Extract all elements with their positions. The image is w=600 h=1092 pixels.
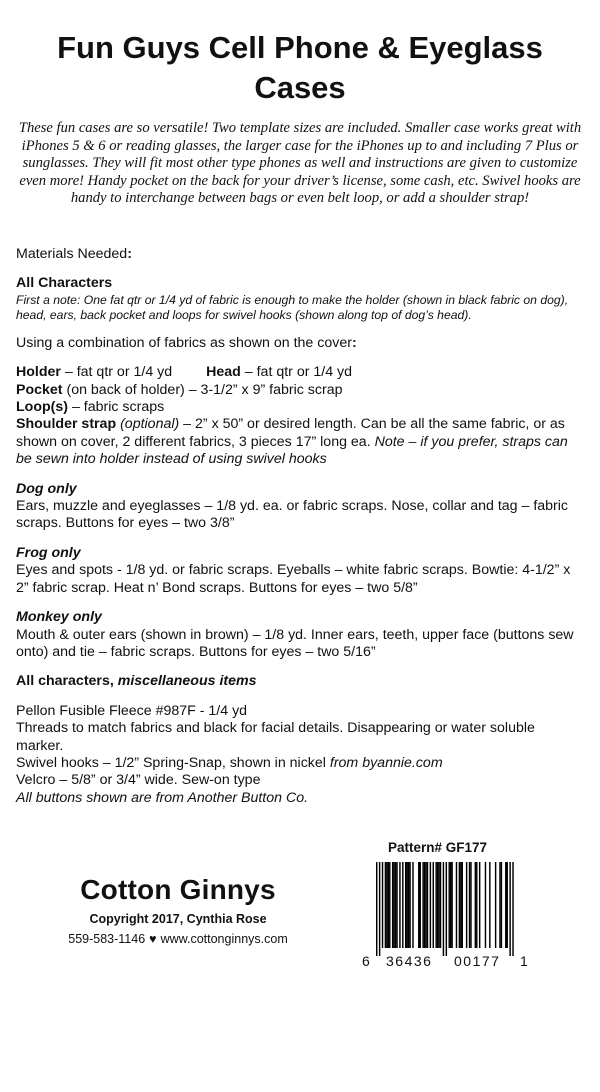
barcode-bar [469, 862, 470, 948]
barcode-bar [495, 862, 496, 948]
barcode-digits [362, 953, 528, 971]
misc-heading: All characters, miscellaneous items [16, 673, 257, 690]
all-characters-heading: All Characters [16, 275, 113, 292]
barcode-bar [408, 862, 409, 948]
pocket-line: Pocket (on back of holder) – 3-1/2” x 9” fabric scrap [16, 381, 343, 398]
misc-swivel: Swivel hooks – 1/2” Spring-Snap, shown in nickel from byannie.com [16, 754, 443, 771]
materials-section [16, 246, 586, 807]
barcode-bar [440, 862, 441, 948]
frog-text: Eyes and spots - 1/8 yd. or fabric scraps. Eyeballs – white fabric scraps. Bowtie: 4-1/2” x 2” fabric scrap. Heat n’ Bond scraps. Buttons for eyes – two 5/8” [16, 562, 571, 596]
barcode-bar [459, 862, 460, 948]
loops-line: Loop(s) – fabric scraps [16, 399, 165, 416]
barcode-bar [412, 862, 413, 948]
barcode-bar [430, 862, 431, 948]
all-characters-note: First a note: One fat qtr or 1/4 yd of fabric is enough to make the holder (shown in black fabric on dog), head, ears, back pocket and loops for swivel hooks (shown along top of dog’s head). [16, 292, 569, 322]
barcode-bar [475, 862, 476, 948]
barcode-bar [422, 862, 423, 948]
barcode-bar [389, 862, 390, 948]
misc-fleece: Pellon Fusible Fleece #987F - 1/4 yd [16, 702, 248, 719]
title-line-1: Fun Guys Cell Phone & Eyeglass [57, 30, 543, 65]
barcode-group-right: 00177 [454, 953, 501, 969]
barcode-digit-first: 6 [362, 953, 370, 969]
combination-line: Using a combination of fabrics as shown on the cover: [16, 334, 357, 351]
holder-head-line: Holder – fat qtr or 1/4 yd Head – fat qtr or 1/4 yd [16, 364, 353, 381]
barcode-bar [425, 862, 426, 948]
barcode-bar [505, 862, 506, 948]
barcode-bar [379, 862, 380, 956]
barcode-bar [385, 862, 386, 948]
dog-heading: Dog only [16, 480, 77, 497]
dog-text: Ears, muzzle and eyeglasses – 1/8 yd. ea. or fabric scraps. Nose, collar and tag – fabric scraps. Buttons for eyes – two 3/8” [16, 498, 569, 532]
barcode-bar [386, 862, 387, 948]
barcode-bar [451, 862, 452, 948]
pattern-number: Pattern# GF177 [388, 840, 488, 855]
barcode-bar [437, 862, 438, 948]
barcode-bar [479, 862, 480, 948]
brand-logo: Cotton Ginnys [80, 874, 276, 905]
misc-buttons: All buttons shown are from Another Button Co. [16, 789, 309, 806]
brand-block [28, 872, 328, 946]
barcode-bar [443, 862, 444, 956]
website-link[interactable]: www.cottonginnys.com [160, 932, 288, 946]
barcode-bar [489, 862, 490, 948]
barcode-bar [402, 862, 403, 948]
barcode-bar [433, 862, 434, 948]
barcode-bar [435, 862, 436, 948]
barcode-bar [476, 862, 477, 948]
barcode-bar [388, 862, 389, 948]
barcode-bar [427, 862, 428, 948]
barcode-bar [462, 862, 463, 948]
contact-line [28, 932, 328, 946]
barcode-bar [450, 862, 451, 948]
strap-line: Shoulder strap (optional) – 2” x 50” or desired length. Can be all the same fabric, or as shown on cover, 2 different fabrics, 3 pieces 17” long ea. Note – if you prefer, straps can be sewn into holder instead of using swivel hooks [16, 416, 568, 468]
holder-label: Holder [16, 364, 61, 381]
barcode-bar [420, 862, 421, 948]
misc-threads: Threads to match fabrics and black for facial details. Disappearing or water soluble marker. [16, 720, 535, 754]
misc-velcro: Velcro – 5/8” or 3/4” wide. Sew-on type [16, 772, 261, 789]
barcode-bar [438, 862, 439, 948]
barcode-bar [418, 862, 419, 948]
barcode-bar [406, 862, 407, 948]
barcode-bar [449, 862, 450, 948]
barcode-bar [485, 862, 486, 948]
barcode-bar [376, 862, 377, 956]
monkey-heading: Monkey only [16, 609, 102, 626]
barcode [362, 862, 528, 956]
barcode-bar [395, 862, 396, 948]
barcode-bar [396, 862, 397, 948]
barcode-bars [376, 862, 514, 956]
monkey-text: Mouth & outer ears (shown in brown) – 1/8 yd. Inner ears, teeth, upper face (buttons sew onto) and tie – fabric scraps. Buttons for eyes – two 5/16” [16, 626, 574, 660]
frog-heading: Frog only [16, 544, 81, 561]
barcode-bar [399, 862, 400, 948]
head-label: Head [206, 364, 241, 381]
barcode-bar [501, 862, 502, 948]
barcode-bar [456, 862, 457, 948]
materials-needed: Materials Needed: [16, 246, 132, 262]
barcode-bar [509, 862, 510, 956]
heart-icon: ♥ [149, 932, 157, 946]
barcode-bar [424, 862, 425, 948]
barcode-bar [392, 862, 393, 948]
barcode-bar [499, 862, 500, 948]
barcode-digit-last: 1 [520, 953, 528, 969]
barcode-bar [460, 862, 461, 948]
title-line-2: Cases [254, 70, 346, 105]
barcode-bar [446, 862, 447, 956]
copyright: Copyright 2017, Cynthia Rose [89, 912, 267, 926]
barcode-bar [393, 862, 394, 948]
barcode-group-left: 36436 [386, 953, 433, 969]
page-title [0, 28, 600, 108]
barcode-bar [382, 862, 383, 948]
barcode-bar [409, 862, 410, 948]
barcode-bar [507, 862, 508, 948]
phone-number: 559-583-1146 [68, 932, 146, 946]
barcode-bar [405, 862, 406, 948]
barcode-bar [470, 862, 471, 948]
intro-paragraph: These fun cases are so versatile! Two template sizes are included. Smaller case works great with iPhones 5 & 6 or reading glasses, the larger case for the iPhones up to and including 7 Plus or sunglasses. They will fit most other type phones as well and instructions are given to customize even more! Handy pocket on the back for your driver’s license, some cash, etc. Swivel hooks are handy to interchange between bags or even belt loop, or add a shoulder strap! [18, 120, 582, 207]
barcode-bar [512, 862, 513, 956]
barcode-bar [466, 862, 467, 948]
